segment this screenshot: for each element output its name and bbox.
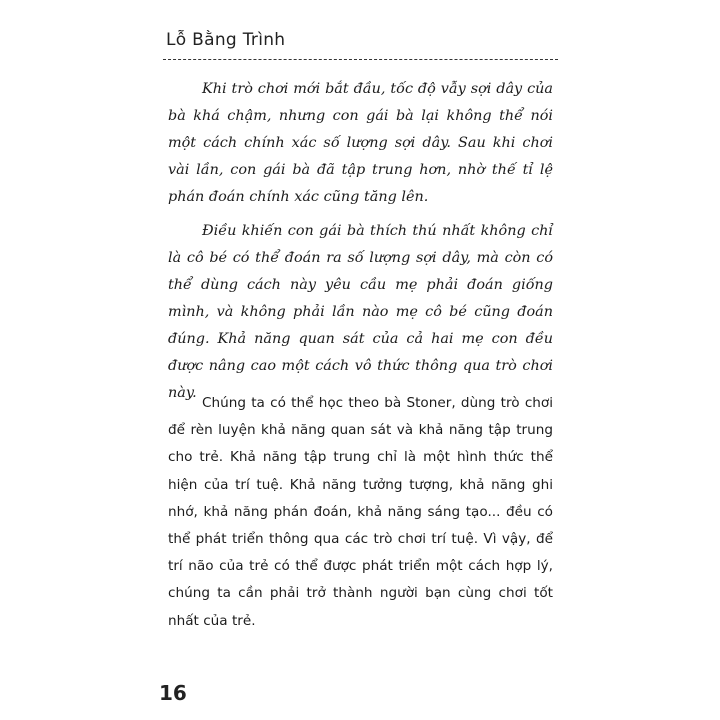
running-header-author: Lỗ Bằng Trình	[166, 30, 286, 50]
paragraph-3: Chúng ta có thể học theo bà Stoner, dùng trò chơi để rèn luyện khả năng quan sát và khả năng tập trung cho trẻ. Khả năng tập trung chỉ là một hình thức thể hiện của trí tuệ. Khả năng tưởng tượng, khả năng ghi nhớ, khả năng phán đoán, khả năng sáng tạo... đều có thể phát triển thông qua các trò chơi trí tuệ. Vì vậy, để trí não của trẻ có thể được phát triển một cách hợp lý, chúng ta cần phải trở thành người bạn cùng chơi tốt nhất của trẻ.	[168, 395, 553, 629]
page-number: 16	[159, 681, 187, 705]
paragraph-1: Khi trò chơi mới bắt đầu, tốc độ vẫy sợi dây của bà khá chậm, nhưng con gái bà lại không thể nói một cách chính xác số lượng sợi dây. Sau khi chơi vài lần, con gái bà đã tập trung hơn, nhờ thế tỉ lệ phán đoán chính xác cũng tăng lên.	[168, 81, 553, 205]
paragraph-2: Điều khiến con gái bà thích thú nhất không chỉ là cô bé có thể đoán ra số lượng sợi dây, mà còn có thể dùng cách này yêu cầu mẹ phải đoán giống mình, và không phải lần nào mẹ cô bé cũng đoán đúng. Khả năng quan sát của cả hai mẹ con đều được nâng cao một cách vô thức thông qua trò chơi này.	[168, 223, 553, 401]
header-dashed-divider	[163, 59, 558, 60]
